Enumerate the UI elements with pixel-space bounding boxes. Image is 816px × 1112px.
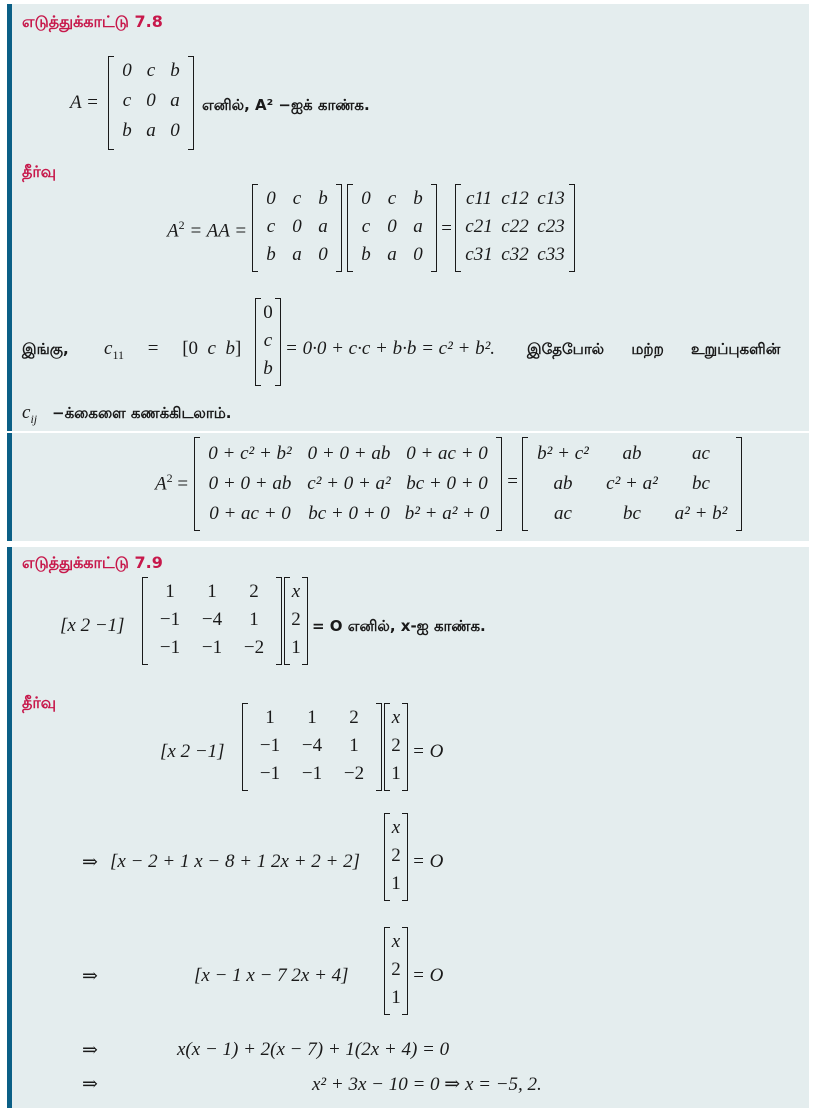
step3-row: [x − 1 x − 7 2x + 4]	[194, 965, 349, 986]
result-matrix-expanded: 0 + c² + b² 0 + 0 + ab 0 + ac + 0 0 + 0 + ab c² + 0 + a² bc + 0 + 0 0 + ac + 0 bc + 0 + 0 b² + a² + 0	[194, 437, 502, 531]
implies-symbol: ⇒	[82, 1074, 98, 1095]
example-heading: எடுத்துக்காட்டு 7.9	[22, 553, 163, 572]
result-matrix-simplified: b² + c² ab ac ab c² + a² bc ac bc a² + b²	[522, 437, 742, 531]
here-word: இங்கு,	[22, 340, 69, 358]
equals-O: = O	[412, 965, 444, 986]
math-label: $A^2$ = AA =	[167, 218, 248, 242]
equals-O: = O	[412, 741, 444, 762]
matrix-C: c11 c12 c13 c21 c22 c23 c31 c32 c33	[455, 184, 575, 272]
implies-symbol: ⇒	[82, 966, 98, 987]
step2-row: [x − 2 + 1 x − 8 + 1 2x + 2 + 2]	[110, 851, 361, 872]
solution-label: தீர்வு	[22, 693, 57, 712]
equals-sign: =	[506, 471, 519, 492]
matrix-M: 1 1 2 −1 −4 1 −1 −1 −2	[242, 703, 382, 791]
question-text: எனில், A² −ஐக் காண்க.	[202, 96, 370, 114]
matrix-M: 1 1 2 −1 −4 1 −1 −1 −2	[142, 577, 282, 665]
math-label: $c_{11}$ = [0 c b]	[104, 338, 242, 362]
solution-label: தீர்வு	[22, 162, 57, 181]
implies-symbol: ⇒	[82, 852, 98, 873]
row-vector: [x 2 −1]	[60, 615, 125, 636]
matrix-A-left: 0 c b c 0 a b a 0	[252, 184, 342, 272]
example-7-8-panel	[7, 4, 809, 431]
c11-expression: = 0·0 + c·c + b·b = c² + b².	[285, 338, 496, 359]
cij-text: −க்கைளை கணக்கிடலாம்.	[52, 404, 232, 422]
column-vector: x 2 1	[384, 813, 408, 901]
math-label: $A^2$ =	[155, 471, 189, 495]
equals-O: = O	[412, 851, 444, 872]
similarly-text: இதேபோல் மற்ற உறுப்புகளின்	[527, 340, 781, 358]
equals-sign: =	[440, 218, 453, 239]
result-panel	[7, 433, 809, 541]
example-7-9-panel	[7, 547, 809, 1108]
step5-equation: x² + 3x − 10 = 0 ⇒ x = −5, 2.	[312, 1074, 542, 1095]
column-vector: x 2 1	[384, 927, 408, 1015]
column-vector: x 2 1	[384, 703, 408, 791]
column-vector: x 2 1	[284, 577, 308, 665]
math-label: A =	[70, 92, 99, 113]
step4-equation: x(x − 1) + 2(x − 7) + 1(2x + 4) = 0	[177, 1039, 450, 1060]
row-vector: [x 2 −1]	[160, 741, 225, 762]
matrix-A-right: 0 c b c 0 a b a 0	[347, 184, 437, 272]
column-vector: 0 c b	[255, 298, 281, 386]
implies-symbol: ⇒	[82, 1040, 98, 1061]
math-label: $c_{ij}$	[22, 402, 38, 426]
question-text: = O எனில், x-ஐ காண்க.	[312, 617, 486, 635]
example-heading: எடுத்துக்காட்டு 7.8	[22, 12, 163, 31]
matrix-A: 0 c b c 0 a b a 0	[108, 56, 194, 150]
